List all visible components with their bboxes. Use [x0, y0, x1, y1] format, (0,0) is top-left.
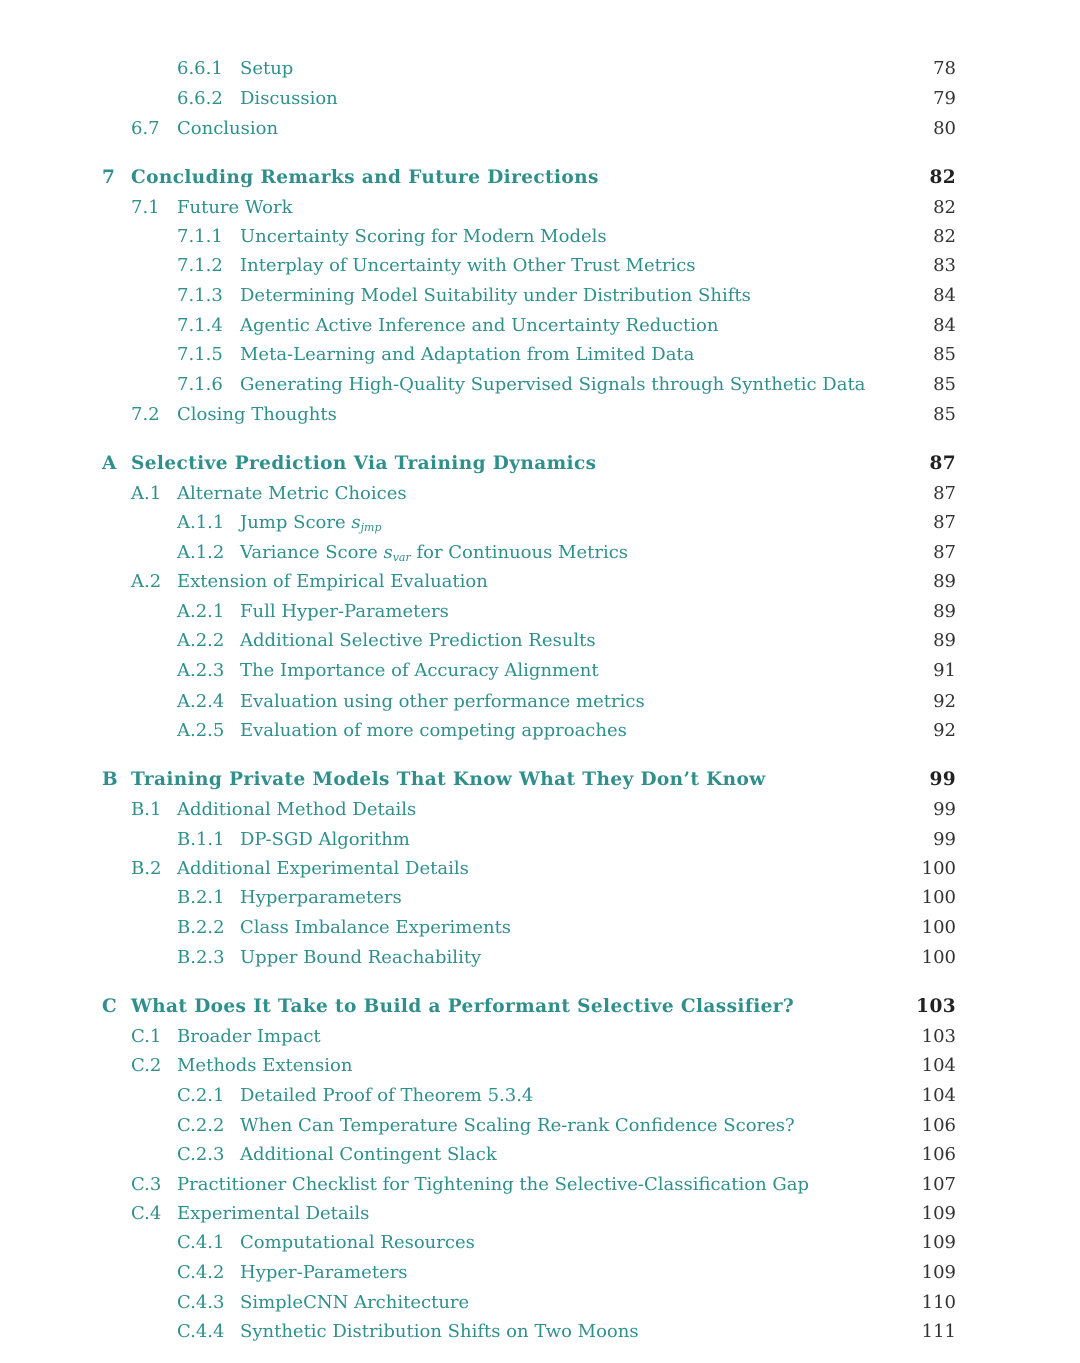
toc-entry-subsection[interactable]	[0, 538, 1080, 568]
toc-entry-title[interactable]: Extension of Empirical Evaluation	[177, 567, 496, 597]
toc-entry-section[interactable]	[0, 114, 1080, 144]
toc-entry-title[interactable]: Meta-Learning and Adaptation from Limited Data	[240, 340, 702, 370]
toc-entry-title[interactable]: Detailed Proof of Theorem 5.3.4	[240, 1081, 541, 1111]
toc-entry-number[interactable]: C.4.3	[177, 1292, 225, 1313]
toc-entry-page-number[interactable]: 87	[929, 453, 956, 474]
toc-entry-number[interactable]: A.2.5	[177, 720, 225, 741]
toc-entry-title-suffix: for Continuous Metrics	[410, 542, 629, 563]
toc-entry-subsection[interactable]	[0, 943, 1080, 973]
math-symbol	[383, 542, 410, 563]
toc-entry-subsection[interactable]	[0, 1140, 1080, 1170]
toc-entry-number[interactable]: 7.1.5	[177, 344, 223, 365]
toc-entry-page-number[interactable]: 80	[933, 118, 956, 139]
toc-entry-subsection[interactable]	[0, 687, 1080, 717]
math-subscript: jmp	[360, 521, 382, 534]
math-base: s	[351, 512, 361, 533]
toc-entry-section[interactable]	[0, 193, 1080, 223]
toc-entry-title[interactable]: The Importance of Accuracy Alignment	[240, 656, 607, 686]
toc-entry-title[interactable]: Computational Resources	[240, 1228, 483, 1258]
toc-entry-number[interactable]: C.2	[131, 1055, 162, 1076]
toc-entry-number[interactable]: C.2.2	[177, 1115, 225, 1136]
toc-entry-title[interactable]: Future Work	[177, 193, 301, 223]
toc-entry-page-number[interactable]: 111	[921, 1321, 956, 1342]
toc-entry-subsection[interactable]	[0, 508, 1080, 538]
toc-entry-number[interactable]: C.2.1	[177, 1085, 225, 1106]
toc-entry-number[interactable]: A.2	[131, 571, 162, 592]
toc-entry-section[interactable]	[0, 1199, 1080, 1229]
toc-entry-number[interactable]: C.2.3	[177, 1144, 225, 1165]
toc-entry-title[interactable]: What Does It Take to Build a Performant Selective Classifier?	[131, 992, 802, 1022]
toc-entry-subsection[interactable]	[0, 1258, 1080, 1288]
toc-entry-page-number[interactable]: 92	[933, 720, 956, 741]
toc-entry-page-number[interactable]: 109	[921, 1262, 956, 1283]
toc-entry-number[interactable]: A.2.1	[177, 601, 225, 622]
toc-entry-section[interactable]	[0, 795, 1080, 825]
toc-entry-page-number[interactable]: 85	[933, 374, 956, 395]
toc-entry-subsection[interactable]	[0, 1288, 1080, 1318]
toc-entry-page-number[interactable]: 103	[916, 996, 956, 1017]
toc-entry-subsection[interactable]	[0, 340, 1080, 370]
toc-entry-title[interactable]: Class Imbalance Experiments	[240, 913, 519, 943]
toc-entry-page-number[interactable]: 92	[933, 691, 956, 712]
toc-entry-number[interactable]: 6.6.2	[177, 88, 223, 109]
toc-entry-section[interactable]	[0, 854, 1080, 884]
toc-entry-subsection[interactable]	[0, 626, 1080, 656]
toc-entry-page-number[interactable]: 109	[921, 1232, 956, 1253]
toc-entry-subsection[interactable]	[0, 311, 1080, 341]
toc-entry-subsection[interactable]	[0, 222, 1080, 252]
toc-entry-title[interactable]: Discussion	[240, 84, 346, 114]
toc-entry-page-number[interactable]: 85	[933, 344, 956, 365]
toc-entry-page-number[interactable]: 87	[933, 542, 956, 563]
toc-entry-number[interactable]: A.2.4	[177, 691, 225, 712]
math-subscript: var	[392, 551, 411, 564]
toc-entry-number[interactable]: 7.1.1	[177, 226, 223, 247]
toc-entry-title[interactable]: Uncertainty Scoring for Modern Models	[240, 222, 615, 252]
toc-entry-page-number[interactable]: 89	[933, 630, 956, 651]
toc-entry-title[interactable]: Experimental Details	[177, 1199, 377, 1229]
toc-entry-page-number[interactable]: 82	[933, 197, 956, 218]
toc-entry-chapter[interactable]	[0, 992, 1080, 1022]
toc-entry-number[interactable]: A	[102, 453, 117, 474]
math-base: s	[383, 542, 393, 563]
toc-entry-subsection[interactable]	[0, 656, 1080, 686]
toc-entry-number[interactable]: 7.1.3	[177, 285, 223, 306]
toc-entry-title[interactable]	[240, 538, 636, 568]
toc-entry-number[interactable]: C.3	[131, 1174, 162, 1195]
toc-entry-title[interactable]: Full Hyper-Parameters	[240, 597, 457, 627]
toc-entry-title[interactable]: Hyper-Parameters	[240, 1258, 416, 1288]
toc-entry-number[interactable]: C.4.4	[177, 1321, 225, 1342]
toc-entry-title[interactable]: Hyperparameters	[240, 883, 410, 913]
toc-entry-page-number[interactable]: 87	[933, 512, 956, 533]
toc-entry-page-number[interactable]: 100	[921, 917, 956, 938]
toc-entry-subsection[interactable]	[0, 1317, 1080, 1347]
toc-entry-chapter[interactable]	[0, 449, 1080, 479]
toc-entry-subsection[interactable]	[0, 251, 1080, 281]
toc-entry-page-number[interactable]: 100	[921, 887, 956, 908]
toc-entry-page-number[interactable]: 83	[933, 255, 956, 276]
toc-entry-page-number[interactable]: 82	[929, 167, 956, 188]
toc-entry-number[interactable]: C.4	[131, 1203, 162, 1224]
toc-entry-number[interactable]: A.1.2	[177, 542, 225, 563]
toc-entry-page-number[interactable]: 99	[933, 799, 956, 820]
toc-entry-title[interactable]: Upper Bound Reachability	[240, 943, 489, 973]
toc-entry-section[interactable]	[0, 1051, 1080, 1081]
toc-entry-page-number[interactable]: 79	[933, 88, 956, 109]
toc-entry-subsection[interactable]	[0, 1081, 1080, 1111]
toc-entry-number[interactable]: B.1.1	[177, 829, 225, 850]
toc-entry-page-number[interactable]: 85	[933, 404, 956, 425]
toc-entry-number[interactable]: B.2	[131, 858, 162, 879]
toc-entry-number[interactable]: C.1	[131, 1026, 162, 1047]
toc-entry-title[interactable]: Synthetic Distribution Shifts on Two Moons	[240, 1317, 647, 1347]
toc-entry-page-number[interactable]: 84	[933, 285, 956, 306]
toc-entry-subsection[interactable]	[0, 281, 1080, 311]
toc-entry-title[interactable]: SimpleCNN Architecture	[240, 1288, 477, 1318]
toc-entry-number[interactable]: B	[102, 769, 119, 790]
toc-entry-subsection[interactable]	[0, 54, 1080, 84]
toc-entry-title[interactable]: Selective Prediction Via Training Dynamics	[131, 449, 604, 479]
toc-entry-page-number[interactable]: 107	[921, 1174, 956, 1195]
toc-entry-number[interactable]: A.1	[131, 483, 162, 504]
toc-entry-chapter[interactable]	[0, 163, 1080, 193]
toc-entry-title-text: Variance Score	[240, 542, 384, 563]
toc-entry-title[interactable]	[240, 508, 390, 538]
toc-entry-page-number[interactable]: 91	[933, 660, 956, 681]
toc-entry-number[interactable]: 7.1.6	[177, 374, 223, 395]
toc-entry-title[interactable]: DP-SGD Algorithm	[240, 825, 418, 855]
toc-entry-section[interactable]	[0, 400, 1080, 430]
toc-entry-subsection[interactable]	[0, 1228, 1080, 1258]
toc-entry-page-number[interactable]: 84	[933, 315, 956, 336]
toc-entry-page-number[interactable]: 104	[921, 1055, 956, 1076]
toc-entry-number[interactable]: C.4.2	[177, 1262, 225, 1283]
toc-entry-number[interactable]: 6.7	[131, 118, 160, 139]
toc-entry-page-number[interactable]: 109	[921, 1203, 956, 1224]
toc-entry-title[interactable]: Additional Contingent Slack	[240, 1140, 505, 1170]
toc-entry-page-number[interactable]: 100	[921, 947, 956, 968]
toc-entry-page-number[interactable]: 78	[933, 58, 956, 79]
toc-entry-title[interactable]: Setup	[240, 54, 301, 84]
toc-entry-number[interactable]: 7.1.2	[177, 255, 223, 276]
toc-entry-page-number[interactable]: 110	[921, 1292, 956, 1313]
toc-entry-title[interactable]: Training Private Models That Know What They Don’t Know	[131, 765, 774, 795]
toc-entry-subsection[interactable]	[0, 883, 1080, 913]
toc-entry-section[interactable]	[0, 1170, 1080, 1200]
toc-entry-title[interactable]: Alternate Metric Choices	[177, 479, 415, 509]
toc-entry-chapter[interactable]	[0, 765, 1080, 795]
math-symbol	[351, 512, 381, 533]
toc-entry-section[interactable]	[0, 567, 1080, 597]
toc-entry-title[interactable]: Conclusion	[177, 114, 286, 144]
toc-entry-number[interactable]: 7.2	[131, 404, 160, 425]
toc-entry-title[interactable]: Practitioner Checklist for Tightening the Selective-Classification Gap	[177, 1170, 817, 1200]
toc-entry-number[interactable]: B.2.1	[177, 887, 225, 908]
toc-entry-page-number[interactable]: 100	[921, 858, 956, 879]
toc-entry-page-number[interactable]: 87	[933, 483, 956, 504]
toc-entry-number[interactable]: A.1.1	[177, 512, 225, 533]
toc-entry-page-number[interactable]: 106	[921, 1144, 956, 1165]
toc-entry-number[interactable]: B.2.3	[177, 947, 225, 968]
toc-entry-number[interactable]: C	[102, 996, 118, 1017]
toc-entry-subsection[interactable]	[0, 597, 1080, 627]
toc-entry-title[interactable]: When Can Temperature Scaling Re-rank Confidence Scores?	[240, 1111, 803, 1141]
toc-entry-number[interactable]: 7.1.4	[177, 315, 223, 336]
toc-entry-page-number[interactable]: 89	[933, 601, 956, 622]
toc-entry-title-text: Jump Score	[240, 512, 352, 533]
toc-entry-title[interactable]: Interplay of Uncertainty with Other Trust Metrics	[240, 251, 704, 281]
toc-entry-page-number[interactable]: 89	[933, 571, 956, 592]
toc-entry-subsection[interactable]	[0, 716, 1080, 746]
toc-entry-title[interactable]: Determining Model Suitability under Distribution Shifts	[240, 281, 759, 311]
toc-entry-title[interactable]: Evaluation using other performance metrics	[240, 687, 653, 717]
toc-entry-subsection[interactable]	[0, 913, 1080, 943]
toc-entry-page-number[interactable]: 104	[921, 1085, 956, 1106]
toc-entry-section[interactable]	[0, 1022, 1080, 1052]
toc-entry-page-number[interactable]: 103	[921, 1026, 956, 1047]
toc-entry-number[interactable]: B.2.2	[177, 917, 225, 938]
toc-entry-page-number[interactable]: 99	[933, 829, 956, 850]
toc-entry-page-number[interactable]: 99	[929, 769, 956, 790]
toc-entry-number[interactable]: A.2.2	[177, 630, 225, 651]
toc-entry-number[interactable]: B.1	[131, 799, 162, 820]
toc-entry-number[interactable]: A.2.3	[177, 660, 225, 681]
toc-entry-section[interactable]	[0, 479, 1080, 509]
toc-entry-title[interactable]: Generating High-Quality Supervised Signals through Synthetic Data	[240, 370, 873, 400]
toc-entry-title[interactable]: Broader Impact	[177, 1022, 329, 1052]
toc-entry-subsection[interactable]	[0, 370, 1080, 400]
toc-entry-title[interactable]: Agentic Active Inference and Uncertainty Reduction	[240, 311, 726, 341]
toc-entry-number[interactable]: 7.1	[131, 197, 160, 218]
toc-entry-title[interactable]: Evaluation of more competing approaches	[240, 716, 635, 746]
toc-entry-page-number[interactable]: 106	[921, 1115, 956, 1136]
toc-entry-subsection[interactable]	[0, 84, 1080, 114]
toc-entry-number[interactable]: C.4.1	[177, 1232, 225, 1253]
toc-entry-number[interactable]: 7	[102, 167, 116, 188]
toc-entry-page-number[interactable]: 82	[933, 226, 956, 247]
toc-entry-title[interactable]: Additional Selective Prediction Results	[240, 626, 604, 656]
toc-entry-title[interactable]: Additional Method Details	[177, 795, 424, 825]
toc-entry-subsection[interactable]	[0, 825, 1080, 855]
toc-entry-title[interactable]: Methods Extension	[177, 1051, 360, 1081]
toc-entry-title[interactable]: Additional Experimental Details	[177, 854, 477, 884]
toc-entry-number[interactable]: 6.6.1	[177, 58, 223, 79]
toc-entry-title[interactable]: Closing Thoughts	[177, 400, 345, 430]
toc-entry-title[interactable]: Concluding Remarks and Future Directions	[131, 163, 607, 193]
toc-entry-subsection[interactable]	[0, 1111, 1080, 1141]
